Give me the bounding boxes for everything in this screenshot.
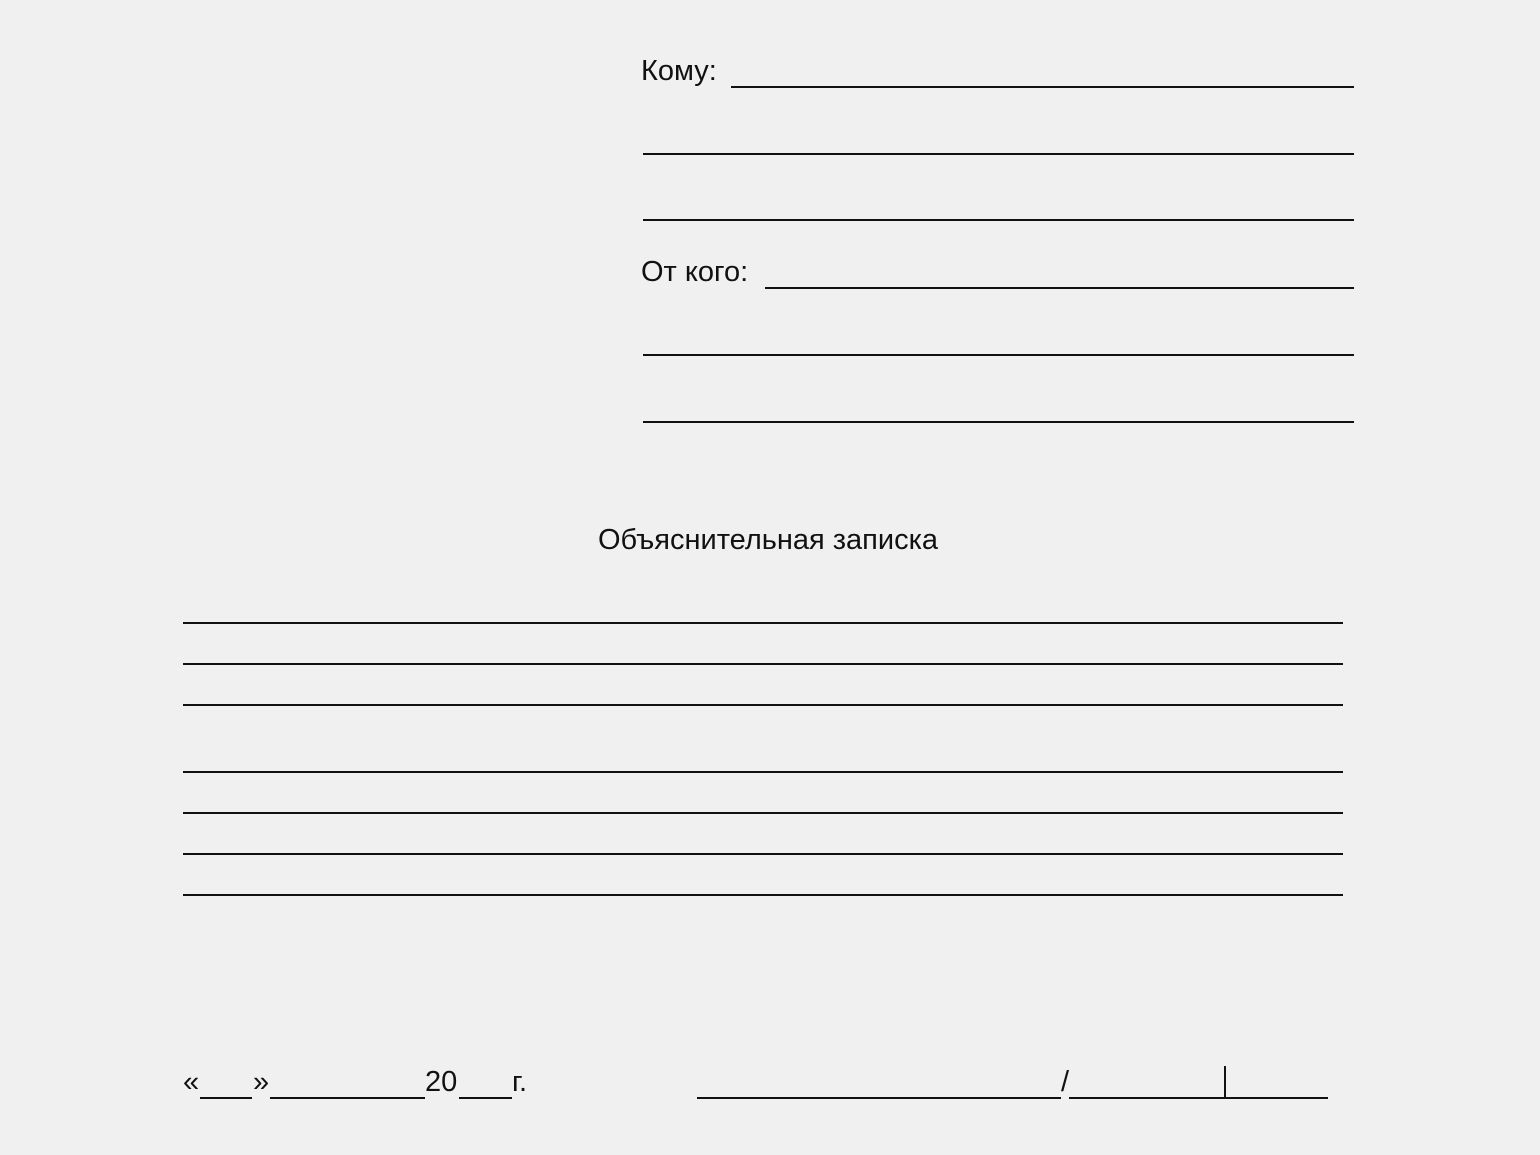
recipient-line-1[interactable]	[731, 86, 1354, 88]
sender-line-1[interactable]	[765, 287, 1354, 289]
signature-line[interactable]	[697, 1097, 1061, 1099]
body-line-6[interactable]	[183, 853, 1343, 855]
text-cursor	[1224, 1066, 1226, 1097]
date-close-quote: »	[253, 1066, 270, 1098]
date-open-quote: «	[183, 1066, 200, 1098]
date-year-line[interactable]	[459, 1097, 512, 1099]
date-year-suffix: г.	[512, 1066, 528, 1098]
date-year-prefix: 20	[425, 1066, 458, 1098]
document-title: Объяснительная записка	[597, 524, 939, 556]
body-line-3[interactable]	[183, 704, 1343, 706]
sender-line-2[interactable]	[643, 354, 1354, 356]
date-day-line[interactable]	[200, 1097, 252, 1099]
signature-name-line[interactable]	[1069, 1097, 1328, 1099]
body-line-1[interactable]	[183, 622, 1343, 624]
sender-line-3[interactable]	[643, 421, 1354, 423]
sender-label: От кого:	[641, 256, 749, 288]
body-line-4[interactable]	[183, 771, 1343, 773]
recipient-line-2[interactable]	[643, 153, 1354, 155]
recipient-label: Кому:	[641, 55, 717, 87]
body-line-7[interactable]	[183, 894, 1343, 896]
recipient-line-3[interactable]	[643, 219, 1354, 221]
body-line-2[interactable]	[183, 663, 1343, 665]
body-line-5[interactable]	[183, 812, 1343, 814]
signature-separator: /	[1061, 1066, 1070, 1098]
date-month-line[interactable]	[270, 1097, 425, 1099]
